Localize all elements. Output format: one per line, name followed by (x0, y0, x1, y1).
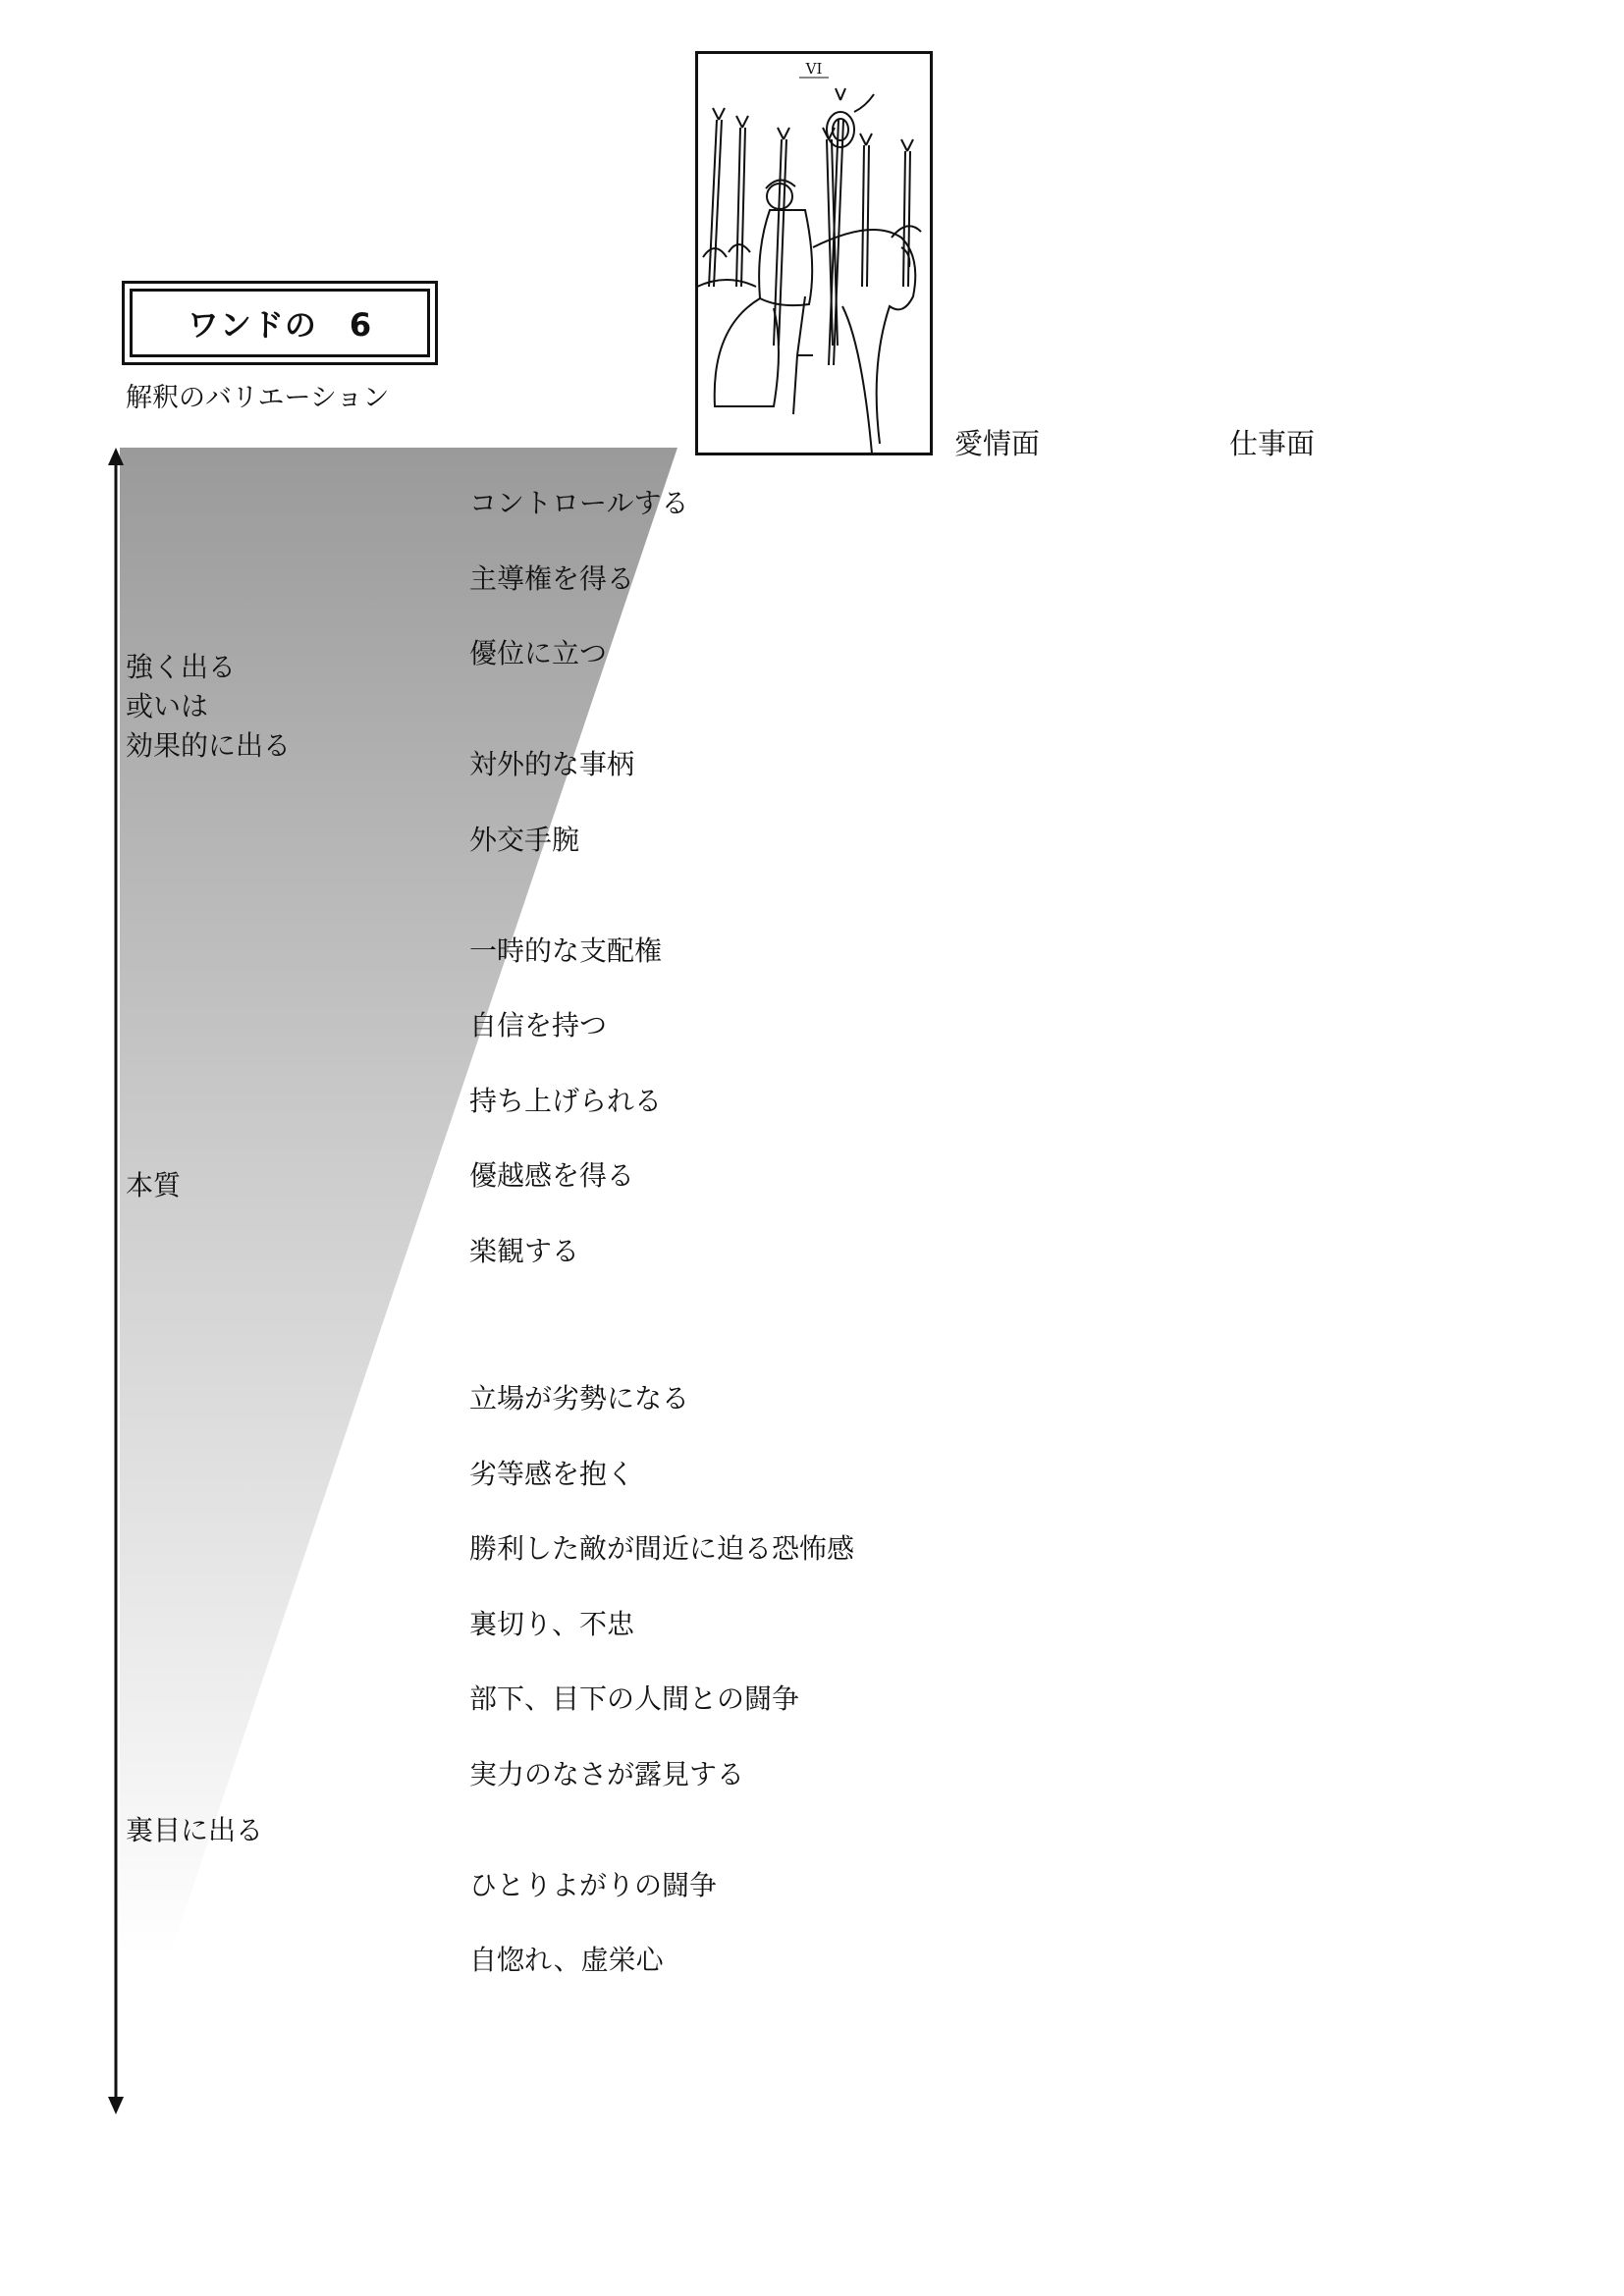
keyword-item: ひとりよがりの闘争 (469, 1869, 718, 1901)
page-title: ワンドの 6 (130, 289, 430, 357)
keyword-item: 劣等感を抱く (469, 1458, 635, 1490)
keyword-item: 優越感を得る (469, 1159, 635, 1192)
scale-label-strong-line-2: 或いは (126, 690, 209, 722)
scale-label-strong (126, 648, 291, 766)
keyword-item: 立場が劣勢になる (469, 1382, 690, 1415)
scale-label-essence: 本質 (126, 1169, 182, 1201)
keyword-item: 外交手腕 (469, 824, 580, 856)
subtitle: 解釈のバリエーション (126, 383, 390, 413)
keyword-item: 対外的な事柄 (469, 748, 635, 780)
keyword-item: 持ち上げられる (469, 1085, 663, 1117)
scale-label-strong-line-1: 強く出る (126, 651, 237, 683)
keyword-item: 一時的な支配権 (469, 934, 663, 967)
arrow-down-icon (108, 2097, 124, 2114)
title-box (122, 281, 438, 365)
keyword-item: 主導権を得る (469, 562, 635, 595)
keyword-item: 自惚れ、虚栄心 (469, 1944, 664, 1976)
keyword-item: コントロールする (469, 487, 689, 519)
tarot-card-image (695, 51, 933, 455)
card-numeral: VI (805, 60, 823, 78)
column-header-work: 仕事面 (1229, 427, 1316, 460)
column-header-love: 愛情面 (954, 427, 1041, 460)
keyword-item: 実力のなさが露見する (469, 1758, 745, 1790)
scale-label-reverse: 裏目に出る (126, 1814, 264, 1846)
keyword-item: 部下、目下の人間との闘争 (469, 1682, 800, 1715)
keyword-item: 優位に立つ (469, 637, 608, 669)
keyword-item: 自信を持つ (469, 1009, 608, 1041)
keyword-item: 裏切り、不忠 (469, 1608, 635, 1640)
keyword-item: 楽観する (469, 1235, 580, 1267)
keyword-item: 勝利した敵が間近に迫る恐怖感 (469, 1532, 855, 1565)
scale-label-strong-line-3: 効果的に出る (126, 729, 292, 762)
